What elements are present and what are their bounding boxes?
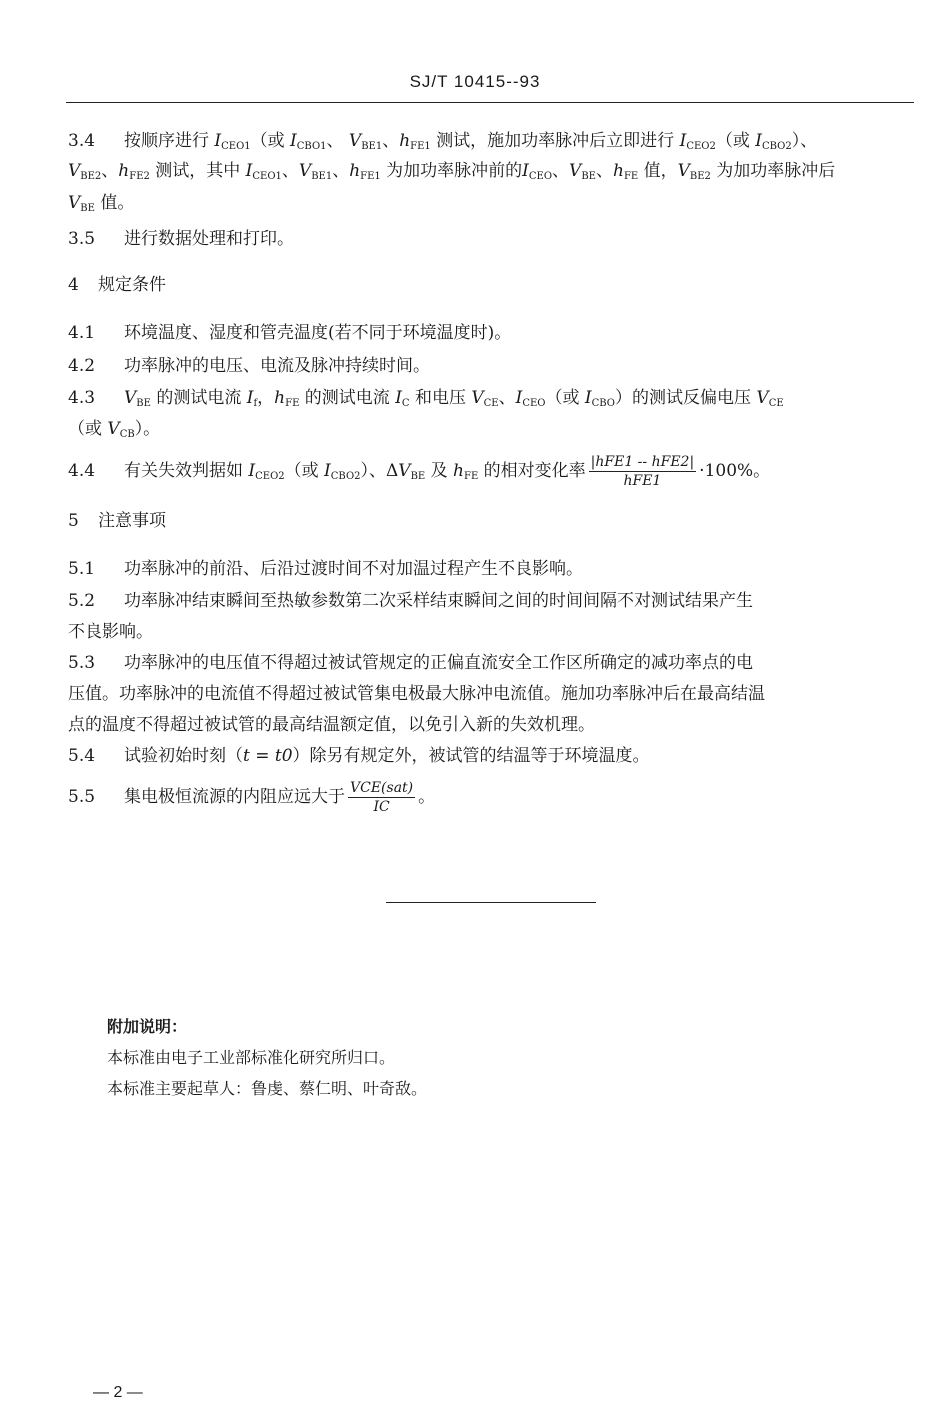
clause-3-4-line-2: $V_{BE2}$、$h_{FE2}$ 测试，其中 $I_{CEO1}$、$V_{BE1}$、$h_{FE1}$ 为加功率脉冲前的$I_{CEO}$、$V_{BE}$、$h_{FE}$ 值，$V_{BE2}$ 为加功率脉冲后 — [68, 161, 836, 182]
clause-5-1: 5.1 功率脉冲的前沿、后沿过渡时间不对加温过程产生不良影响。 — [68, 559, 583, 579]
header-rule — [66, 102, 914, 103]
clause-number: 3.4 — [68, 131, 96, 151]
clause-5-3-line-3: 点的温度不得超过被试管的最高结温额定值，以免引入新的失效机理。 — [68, 715, 595, 735]
note-title: 附加说明： — [107, 1017, 188, 1036]
relative-change-fraction: $\frac{\text{|hFE1 -- hFE2|}}{\text{hFE1}}$ — [590, 454, 695, 489]
section-5-heading: 5 注意事项 — [68, 511, 166, 531]
clause-4-3-line-1: 4.3 $V_{BE}$ 的测试电流 $I_f$，$h_{FE}$ 的测试电流 $I_C$ 和电压 $V_{CE}$、$I_{CEO}$（或 $I_{CBO}$）的测试反偏电压 $V_{CE}$ — [68, 388, 784, 409]
clause-3-4-line-3: $V_{BE}$ 值。 — [68, 193, 135, 214]
internal-resistance-fraction: $\frac{\text{VCE(sat)}}{IC}$ — [350, 780, 414, 815]
clause-5-2-line-2: 不良影响。 — [68, 622, 153, 642]
clause-5-3-line-1: 5.3 功率脉冲的电压值不得超过被试管规定的正偏直流安全工作区所确定的减功率点的电 — [68, 653, 753, 673]
clause-5-2-line-1: 5.2 功率脉冲结束瞬间至热敏参数第二次采样结束瞬间之间的时间间隔不对测试结果产生 — [68, 591, 753, 611]
page-number: — 2 — — [93, 1384, 143, 1401]
clause-4-1: 4.1 环境温度、湿度和管壳温度(若不同于环境温度时)。 — [68, 323, 512, 343]
clause-3-4-line-1: 3.4 按顺序进行 $I_{CEO1}$（或 $I_{CBO1}$、 $V_{BE1}$、$h_{FE1}$ 测试，施加功率脉冲后立即进行 $I_{CEO2}$（或 $I_{CBO2}$）、 — [68, 131, 818, 152]
document-header: SJ/T 10415--93 — [409, 72, 541, 91]
clause-4-2: 4.2 功率脉冲的电压、电流及脉冲持续时间。 — [68, 356, 430, 376]
clause-4-3-line-2: （或 $V_{CB}$）。 — [68, 419, 161, 440]
note-line-2: 本标准主要起草人：鲁虔、蔡仁明、叶奇敌。 — [107, 1079, 428, 1098]
clause-5-4: 5.4 试验初始时刻（t = t0）除另有规定外，被试管的结温等于环境温度。 — [68, 746, 650, 766]
clause-4-4: 4.4 有关失效判据如 $I_{CEO2}$（或 $I_{CBO2}$）、$\Delta V_{BE}$ 及 $h_{FE}$ 的相对变化率 $\frac{\text{|hFE1 -- hFE2|}}{\text{hFE1}}$ ·100%。 — [68, 454, 771, 489]
clause-3-5: 3.5 进行数据处理和打印。 — [68, 229, 294, 249]
end-divider — [386, 902, 596, 903]
clause-5-3-line-2: 压值。功率脉冲的电流值不得超过被试管集电极最大脉冲电流值。施加功率脉冲后在最高结温 — [68, 684, 765, 704]
clause-5-5: 5.5 集电极恒流源的内阻应远大于 $\frac{\text{VCE(sat)}}{IC}$ 。 — [68, 780, 436, 815]
section-4-heading: 4 规定条件 — [68, 275, 166, 295]
note-line-1: 本标准由电子工业部标准化研究所归口。 — [107, 1048, 396, 1067]
